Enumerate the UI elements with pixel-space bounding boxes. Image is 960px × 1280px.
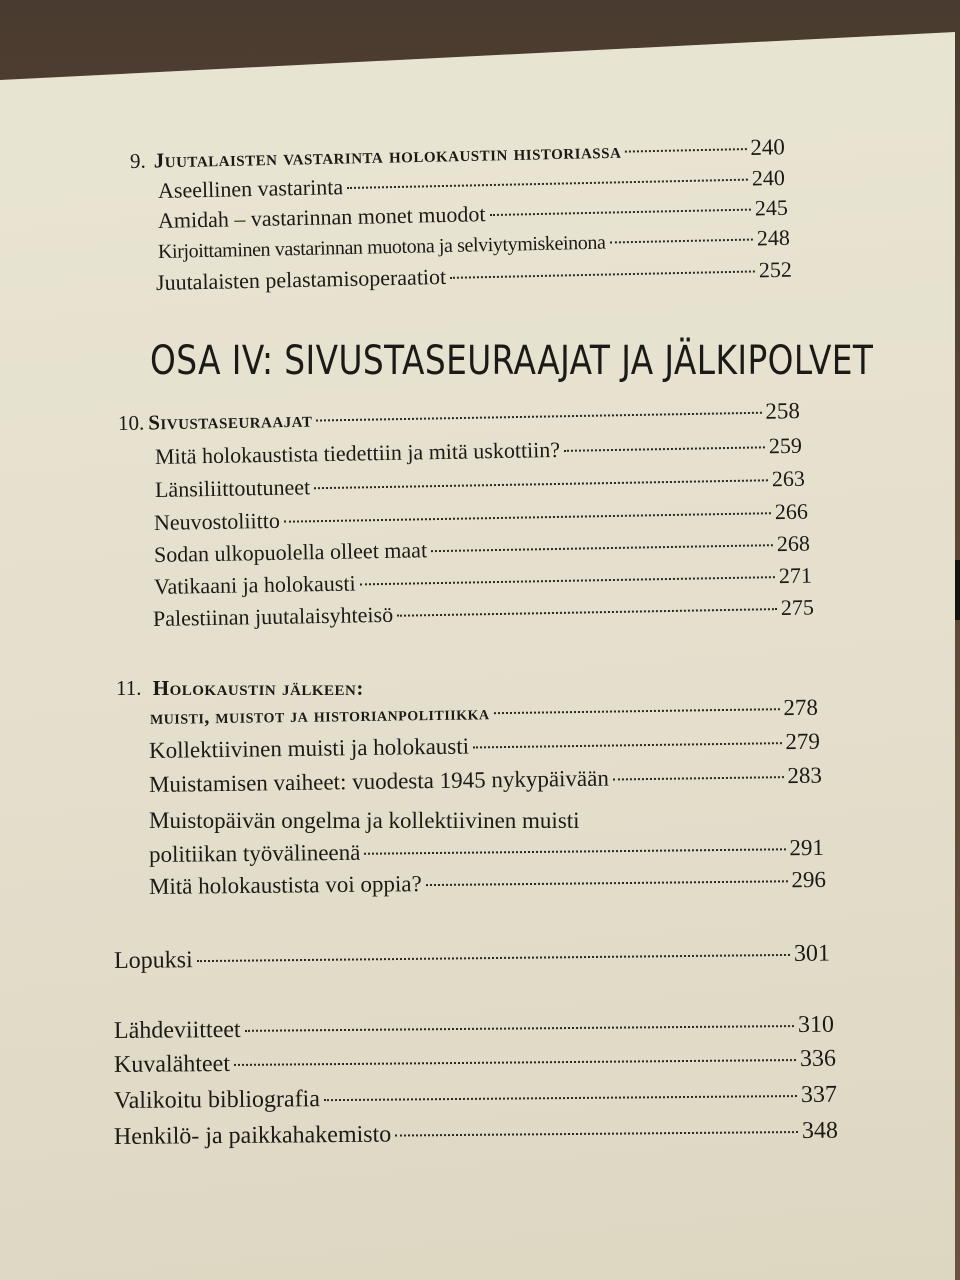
leader-dots	[316, 412, 761, 422]
page-number: 301	[793, 940, 831, 967]
section-entry	[154, 531, 810, 568]
leader-dots	[347, 179, 748, 189]
page-number: 283	[787, 762, 823, 789]
section-entry	[149, 835, 824, 868]
section-title: Henkilö- ja paikkahakemisto	[113, 1121, 392, 1150]
section-title: Neuvostoliitto	[153, 507, 281, 535]
chapter-subtitle: muisti, muistot ja historianpolitiikka	[149, 702, 490, 729]
section-title: Kollektiivinen muisti ja holokausti	[148, 733, 470, 763]
section-title: Mitä holokaustista voi oppia?	[148, 871, 422, 899]
page-number: 291	[789, 834, 825, 861]
leader-dots	[473, 742, 781, 748]
section-title: Palestiinan juutalaisyhteisö	[152, 601, 394, 631]
page-number: 275	[780, 594, 815, 621]
backmatter-entry	[114, 1046, 836, 1079]
chapter-title: Holokaustin jälkeen:	[152, 676, 364, 700]
page-number: 240	[750, 134, 786, 161]
section-entry	[149, 763, 822, 798]
section-title: Länsiliittoutuneet	[154, 474, 311, 502]
chapter-number: 11.	[116, 676, 142, 700]
section-title: Kuvalähteet	[113, 1050, 231, 1078]
section-title: Lopuksi	[113, 947, 193, 974]
page-number: 266	[774, 498, 809, 525]
leader-dots	[431, 544, 773, 552]
page-number: 279	[785, 728, 821, 755]
section-title: Aseellinen vastarinta	[157, 174, 344, 203]
section-entry	[149, 867, 826, 900]
leader-dots	[426, 880, 788, 886]
chapter-10-entry	[118, 398, 800, 436]
section-entry	[155, 433, 802, 470]
chapter-11-title-line1	[116, 676, 364, 701]
part-heading: OSA IV: SIVUSTASEURAAJAT JA JÄLKIPOLVET	[150, 338, 874, 384]
page-number: 240	[751, 164, 786, 191]
leader-dots	[197, 954, 790, 962]
page-number: 336	[799, 1045, 837, 1073]
leader-dots	[494, 708, 780, 714]
leader-dots	[284, 512, 771, 523]
leader-dots	[234, 1059, 796, 1066]
page-number: 310	[797, 1011, 835, 1039]
page-number: 248	[756, 224, 791, 251]
section-title: Sodan ulkopuolella olleet maat	[153, 537, 428, 567]
section-entry	[149, 729, 820, 764]
leader-dots	[395, 1131, 798, 1137]
section-entry	[154, 499, 808, 536]
leader-dots	[450, 270, 755, 278]
section-title-line2: politiikan työvälineenä	[148, 839, 361, 867]
page-number: 245	[754, 194, 789, 221]
page-number: 268	[776, 530, 811, 557]
leader-dots	[625, 148, 746, 153]
chapter-number: 9.	[129, 148, 146, 173]
leader-dots	[314, 479, 768, 489]
section-title: Muistamisen vaiheet: vuodesta 1945 nykypäivään	[148, 765, 610, 797]
section-entry	[156, 257, 792, 296]
closing-entry	[114, 941, 830, 975]
page-number: 258	[765, 398, 801, 424]
chapter-title: Sivustaseuraajat	[148, 407, 313, 435]
page-number: 278	[783, 694, 819, 721]
page-number: 252	[758, 256, 793, 283]
leader-dots	[609, 239, 752, 244]
leader-dots	[613, 776, 784, 780]
backmatter-entry	[114, 1118, 838, 1151]
section-title-line1: Muistopäivän ongelma ja kollektiivinen muisti	[149, 808, 580, 833]
leader-dots	[489, 209, 750, 216]
leader-dots	[564, 446, 765, 452]
section-title: Vatikaani ja holokausti	[153, 570, 356, 599]
page-number: 348	[801, 1117, 839, 1144]
section-title: Lähdeviitteet	[113, 1016, 241, 1044]
backmatter-entry	[114, 1082, 837, 1115]
section-entry	[153, 594, 814, 632]
section-title: Mitä holokaustista tiedettiin ja mitä uskottiin?	[154, 436, 561, 469]
leader-dots	[324, 1095, 797, 1101]
chapter-number: 10.	[117, 410, 145, 435]
page-number: 263	[771, 465, 806, 492]
page-number: 296	[791, 866, 827, 893]
chapter-title: Juutalaisten vastarinta holokaustin historiassa	[153, 138, 622, 173]
leader-dots	[245, 1025, 794, 1032]
section-title: Amidah – vastarinnan monet muodot	[157, 201, 486, 233]
section-title: Kirjoittaminen vastarinnan muotona ja selviytymiskeinona	[157, 231, 606, 263]
page-number: 271	[778, 562, 813, 589]
section-title: Valikoitu bibliografia	[113, 1086, 321, 1114]
section-entry	[154, 563, 812, 600]
section-entry	[155, 466, 805, 503]
leader-dots	[364, 848, 785, 854]
section-title: Juutalaisten pelastamisoperaatiot	[155, 263, 447, 295]
page-number: 259	[768, 432, 803, 459]
backmatter-entry	[114, 1012, 834, 1045]
page-number: 337	[800, 1081, 838, 1109]
leader-dots	[360, 576, 775, 585]
leader-dots	[397, 608, 777, 617]
